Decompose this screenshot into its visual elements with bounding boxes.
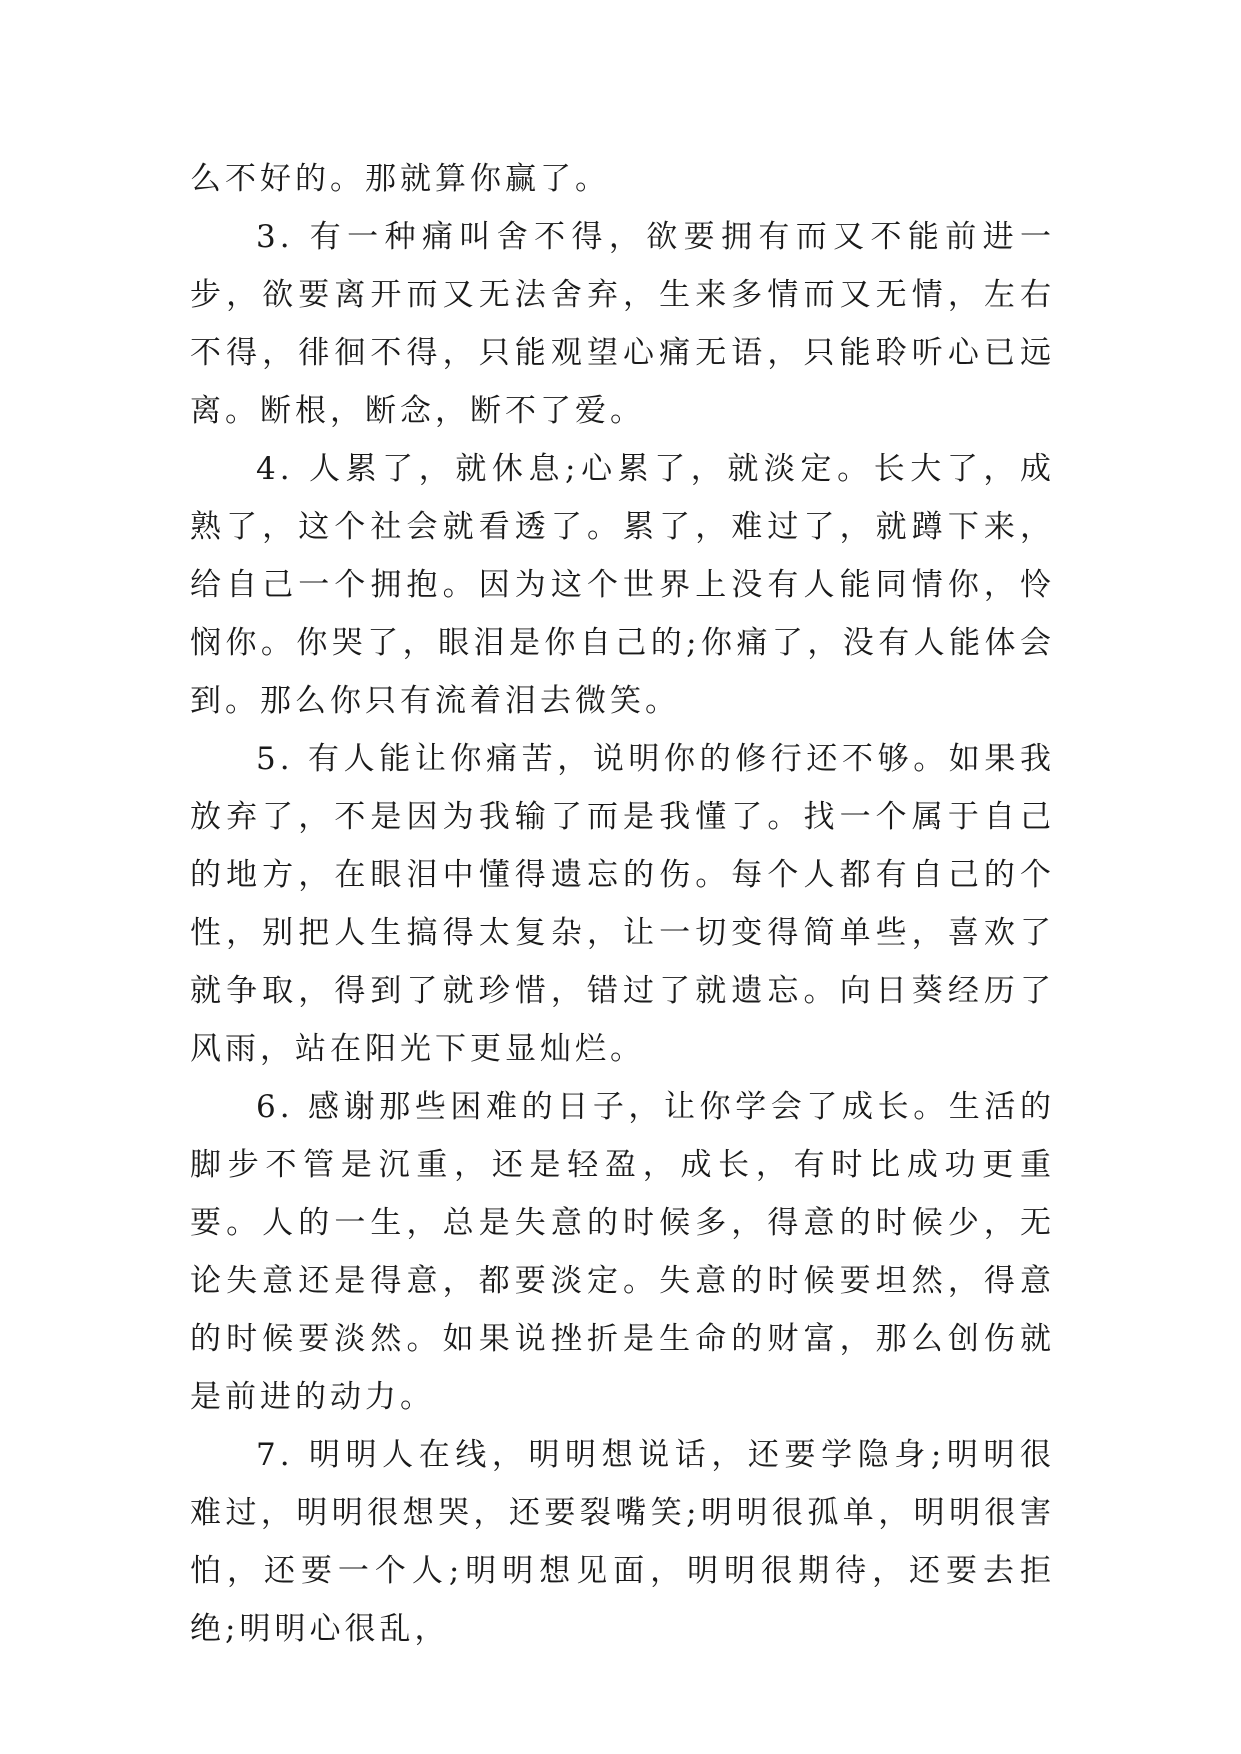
paragraph-item-7: 7. 明明人在线，明明想说话，还要学隐身;明明很难过，明明很想哭，还要裂嘴笑;明明很孤单，明明很害怕，还要一个人;明明想见面，明明很期待，还要去拒绝;明明心很乱， [190,1437,1055,1647]
paragraph-item-4: 4. 人累了，就休息;心累了，就淡定。长大了，成熟了，这个社会就看透了。累了，难过了，就蹲下来，给自己一个拥抱。因为这个世界上没有人能同情你，怜悯你。你哭了，眼泪是你自己的;你痛了，没有人能体会到。那么你只有流着泪去微笑。 [190,451,1055,719]
document-body [190,150,1055,1658]
paragraph-item-3: 3. 有一种痛叫舍不得，欲要拥有而又不能前进一步，欲要离开而又无法舍弃，生来多情而又无情，左右不得，徘徊不得，只能观望心痛无语，只能聆听心已远离。断根，断念，断不了爱。 [190,219,1055,429]
paragraph-item-5: 5. 有人能让你痛苦，说明你的修行还不够。如果我放弃了，不是因为我输了而是我懂了。找一个属于自己的地方，在眼泪中懂得遗忘的伤。每个人都有自己的个性，别把人生搞得太复杂，让一切变得简单些，喜欢了就争取，得到了就珍惜，错过了就遗忘。向日葵经历了风雨，站在阳光下更显灿烂。 [190,741,1055,1067]
paragraph-item-6: 6. 感谢那些困难的日子，让你学会了成长。生活的脚步不管是沉重，还是轻盈，成长，有时比成功更重要。人的一生，总是失意的时候多，得意的时候少，无论失意还是得意，都要淡定。失意的时候要坦然，得意的时候要淡然。如果说挫折是生命的财富，那么创伤就是前进的动力。 [190,1089,1055,1415]
paragraph-continuation: 么不好的。那就算你赢了。 [190,161,610,197]
